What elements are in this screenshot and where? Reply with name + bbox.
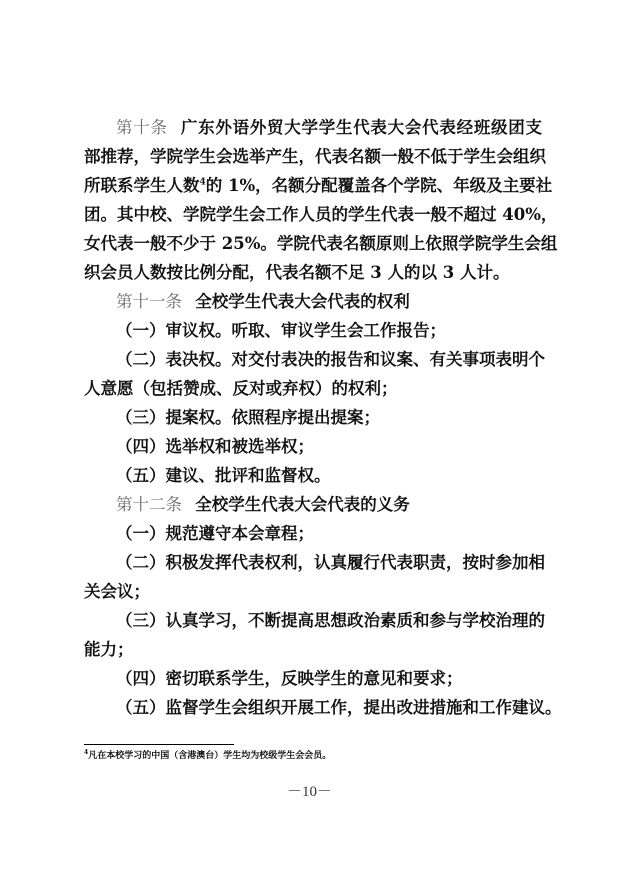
footnote-ref[interactable]: 4 xyxy=(199,177,206,188)
article-10-line-4: 团。其中校、学院学生会工作人员的学生代表一般不超过 40%， xyxy=(84,205,558,224)
article-12-item-5: （五）监督学生会组织开展工作，提出改进措施和工作建议。 xyxy=(116,698,562,717)
article-12-label: 第十二条 xyxy=(116,495,182,514)
article-12-item-1: （一）规范遵守本会章程； xyxy=(116,524,314,543)
footnote-marker: 4 xyxy=(84,749,89,756)
article-11-item-2-cont: 人意愿（包括赞成、反对或弃权）的权利； xyxy=(84,379,398,398)
article-12-item-4: （四）密切联系学生，反映学生的意见和要求； xyxy=(116,669,463,688)
article-12-item-3: （三）认真学习，不断提高思想政治素质和参与学校治理的 xyxy=(116,611,545,630)
footnote xyxy=(84,750,544,762)
article-10-line-1: 第十条 广东外语外贸大学学生代表大会代表经班级团支 xyxy=(116,118,543,137)
footnote-divider xyxy=(84,744,234,745)
article-10-line-6: 织会员人数按比例分配，代表名额不足 3 人的以 3 人计。 xyxy=(84,263,510,282)
article-10-line-3: 所联系学生人数$^4$的 1%，名额分配覆盖各个学院、年级及主要社 xyxy=(84,176,553,195)
article-12-item-2-cont: 关会议； xyxy=(84,582,150,601)
page-number: －10－ xyxy=(286,784,332,800)
article-11-item-2: （二）表决权。对交付表决的报告和议案、有关事项表明个 xyxy=(116,350,545,369)
article-12-heading: 第十二条 全校学生代表大会代表的义务 xyxy=(116,495,410,514)
article-10-line-2: 部推荐，学院学生会选举产生，代表名额一般不低于学生会组织 xyxy=(84,147,546,166)
article-11-label: 第十一条 xyxy=(116,292,182,311)
article-10-label: 第十条 xyxy=(116,118,168,137)
article-12-item-2: （二）积极发挥代表权利，认真履行代表职责，按时参加相 xyxy=(116,553,545,572)
article-11-heading: 第十一条 全校学生代表大会代表的权利 xyxy=(116,292,410,311)
article-11-item-1: （一）审议权。听取、审议学生会工作报告； xyxy=(116,321,446,340)
article-11-item-4: （四）选举权和被选举权； xyxy=(116,437,314,456)
article-11-item-5: （五）建议、批评和监督权。 xyxy=(116,466,331,485)
article-12-item-3-cont: 能力； xyxy=(84,640,134,659)
article-11-item-3: （三）提案权。依照程序提出提案； xyxy=(116,408,380,427)
footnote-text: 凡在本校学习的中国（含港澳台）学生均为校级学生会会员。 xyxy=(88,751,332,761)
article-10-line-5: 女代表一般不少于 25%。学院代表名额原则上依照学院学生会组 xyxy=(84,234,558,253)
